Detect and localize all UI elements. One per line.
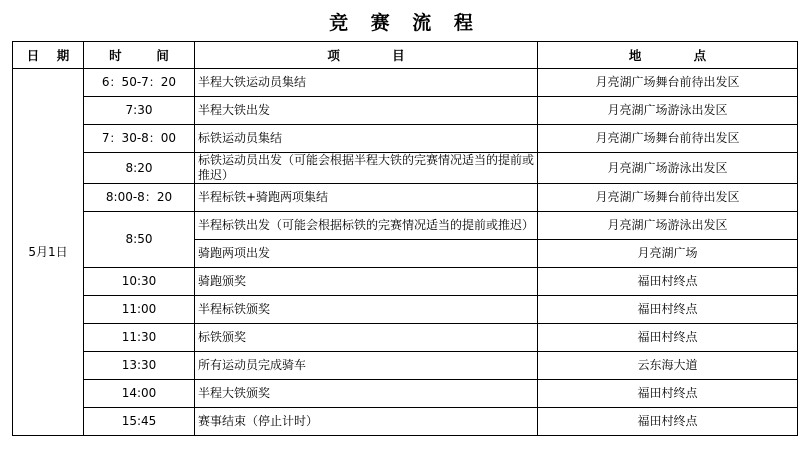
table-row xyxy=(13,352,798,380)
header-location: 地 点 xyxy=(538,42,798,69)
time-cell: 8:50 xyxy=(84,212,195,268)
table-row xyxy=(13,153,798,184)
table-row xyxy=(13,69,798,97)
location-cell: 福田村终点 xyxy=(538,296,798,324)
table-row xyxy=(13,380,798,408)
date-cell: 5月1日 xyxy=(13,69,84,436)
item-cell: 骑跑颁奖 xyxy=(195,268,538,296)
location-cell: 月亮湖广场舞台前待出发区 xyxy=(538,184,798,212)
location-cell: 福田村终点 xyxy=(538,268,798,296)
item-cell: 半程大铁出发 xyxy=(195,97,538,125)
table-row xyxy=(13,296,798,324)
item-cell: 赛事结束（停止计时） xyxy=(195,408,538,436)
location-cell: 福田村终点 xyxy=(538,380,798,408)
time-cell: 8:20 xyxy=(84,153,195,184)
item-cell: 标铁运动员出发（可能会根据半程大铁的完赛情况适当的提前或推迟） xyxy=(195,153,538,184)
item-cell: 所有运动员完成骑车 xyxy=(195,352,538,380)
time-cell: 11:00 xyxy=(84,296,195,324)
time-cell: 10:30 xyxy=(84,268,195,296)
page-title: 竞 赛 流 程 xyxy=(329,12,481,34)
location-cell: 福田村终点 xyxy=(538,324,798,352)
location-cell: 云东海大道 xyxy=(538,352,798,380)
table-row xyxy=(13,97,798,125)
item-cell: 半程标铁出发（可能会根据标铁的完赛情况适当的提前或推迟） xyxy=(195,212,538,240)
location-cell: 月亮湖广场舞台前待出发区 xyxy=(538,125,798,153)
table-row xyxy=(13,408,798,436)
schedule-table xyxy=(12,41,798,436)
item-cell: 半程大铁运动员集结 xyxy=(195,69,538,97)
time-cell: 11:30 xyxy=(84,324,195,352)
time-cell: 8:00-8：20 xyxy=(84,184,195,212)
time-cell: 15:45 xyxy=(84,408,195,436)
item-cell: 标铁运动员集结 xyxy=(195,125,538,153)
header-date: 日 期 xyxy=(13,42,84,69)
item-cell: 标铁颁奖 xyxy=(195,324,538,352)
location-cell: 月亮湖广场 xyxy=(538,240,798,268)
location-cell: 福田村终点 xyxy=(538,408,798,436)
table-row xyxy=(13,324,798,352)
table-row xyxy=(13,212,798,240)
time-cell: 7:30 xyxy=(84,97,195,125)
time-cell: 6：50-7：20 xyxy=(84,69,195,97)
location-cell: 月亮湖广场舞台前待出发区 xyxy=(538,69,798,97)
item-cell: 半程标铁颁奖 xyxy=(195,296,538,324)
time-cell: 14:00 xyxy=(84,380,195,408)
item-cell: 半程大铁颁奖 xyxy=(195,380,538,408)
location-cell: 月亮湖广场游泳出发区 xyxy=(538,153,798,184)
item-cell: 骑跑两项出发 xyxy=(195,240,538,268)
header-time: 时 间 xyxy=(84,42,195,69)
header-item: 项 目 xyxy=(195,42,538,69)
table-row xyxy=(13,268,798,296)
table-row xyxy=(13,184,798,212)
item-cell: 半程标铁+骑跑两项集结 xyxy=(195,184,538,212)
time-cell: 7：30-8：00 xyxy=(84,125,195,153)
time-cell: 13:30 xyxy=(84,352,195,380)
location-cell: 月亮湖广场游泳出发区 xyxy=(538,212,798,240)
location-cell: 月亮湖广场游泳出发区 xyxy=(538,97,798,125)
header-row xyxy=(13,42,798,69)
table-row xyxy=(13,125,798,153)
